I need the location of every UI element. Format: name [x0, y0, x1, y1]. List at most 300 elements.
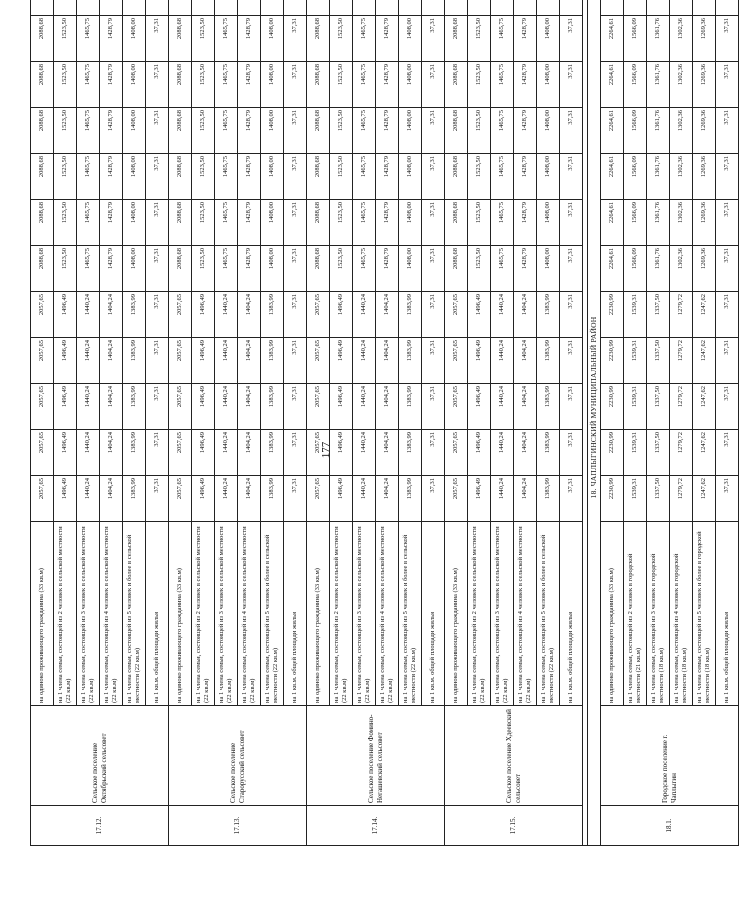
value-cell: 1408,00	[399, 16, 422, 62]
value-cell: 2230,99	[601, 430, 624, 476]
value-cell: 1408,00	[123, 16, 146, 62]
value-cell: 1465,75	[77, 108, 100, 154]
value-cell: 37,31	[284, 154, 307, 200]
value-cell: 1496,49	[330, 292, 353, 338]
value-cell: 37,31	[422, 292, 445, 338]
page-number: 177	[320, 441, 332, 459]
value-cell: 2088,68	[445, 246, 468, 292]
value-cell: 2088,68	[445, 200, 468, 246]
value-cell: 1302,36	[670, 16, 693, 62]
value-cell: 2057,65	[31, 430, 54, 476]
value-cell: 37,31	[284, 292, 307, 338]
value-cell: 1496,49	[468, 384, 491, 430]
value-cell: 1404,24	[514, 338, 537, 384]
value-cell	[169, 0, 192, 16]
category-description: на 1 члена семьи, состоящей из 4 человек в городской местности (18 кв.м)	[670, 522, 693, 706]
table-row	[445, 0, 468, 846]
value-cell: 2057,65	[169, 338, 192, 384]
value-cell	[647, 0, 670, 16]
value-cell: 1523,50	[330, 108, 353, 154]
value-cell: 1404,24	[100, 476, 123, 522]
value-cell: 1404,24	[100, 384, 123, 430]
value-cell	[716, 0, 739, 16]
category-description: на 1 кв.м. общей площади жилья	[146, 522, 169, 706]
value-cell: 1465,75	[77, 154, 100, 200]
value-cell: 2088,68	[307, 200, 330, 246]
category-description: на 1 члена семьи, состоящей из 5 человек и более в сельской местности (22 кв.м)	[261, 522, 284, 706]
value-cell: 1496,49	[330, 338, 353, 384]
value-cell: 1383,99	[123, 430, 146, 476]
value-cell: 1383,99	[537, 384, 560, 430]
value-cell	[514, 0, 537, 16]
value-cell: 37,31	[146, 292, 169, 338]
value-cell: 1496,49	[192, 292, 215, 338]
value-cell: 2088,68	[445, 154, 468, 200]
value-cell: 1523,50	[468, 200, 491, 246]
value-cell: 1361,76	[647, 16, 670, 62]
value-cell	[54, 0, 77, 16]
value-cell: 1566,09	[624, 246, 647, 292]
value-cell: 1523,50	[192, 108, 215, 154]
value-cell: 1428,79	[238, 62, 261, 108]
category-description: на 1 члена семьи, состоящей из 2 человек в сельской местности (22 кв.м)	[54, 522, 77, 706]
value-cell: 2057,65	[445, 338, 468, 384]
value-cell: 1408,00	[123, 200, 146, 246]
value-cell: 1523,50	[468, 246, 491, 292]
category-description: на 1 члена семьи, состоящей из 4 человек в сельской местности (22 кв.м)	[376, 522, 399, 706]
value-cell: 37,31	[560, 154, 583, 200]
value-cell: 1465,75	[491, 154, 514, 200]
value-cell: 37,31	[560, 430, 583, 476]
value-cell: 1408,00	[537, 154, 560, 200]
value-cell: 1440,24	[77, 476, 100, 522]
value-cell: 1428,79	[238, 246, 261, 292]
value-cell: 1404,24	[514, 384, 537, 430]
value-cell: 37,31	[146, 16, 169, 62]
value-cell: 1496,49	[330, 476, 353, 522]
value-cell: 37,31	[284, 246, 307, 292]
value-cell: 1337,50	[647, 476, 670, 522]
value-cell: 1428,79	[376, 154, 399, 200]
value-cell: 1440,24	[491, 476, 514, 522]
value-cell: 1269,36	[693, 246, 716, 292]
category-description: на 1 члена семьи, состоящей из 3 человек в сельской местности (22 кв.м)	[215, 522, 238, 706]
value-cell: 1465,75	[491, 62, 514, 108]
value-cell: 1383,99	[261, 476, 284, 522]
category-description: на 1 кв.м. общей площади жилья	[560, 522, 583, 706]
value-cell: 1337,50	[647, 384, 670, 430]
value-cell: 1337,50	[647, 338, 670, 384]
row-number: 17.15.	[445, 806, 583, 846]
value-cell: 37,31	[422, 16, 445, 62]
value-cell: 37,31	[716, 154, 739, 200]
value-cell: 37,31	[422, 338, 445, 384]
value-cell: 2088,68	[169, 200, 192, 246]
value-cell: 1539,31	[624, 430, 647, 476]
value-cell: 1496,49	[54, 384, 77, 430]
value-cell: 1279,72	[670, 430, 693, 476]
value-cell: 1247,62	[693, 430, 716, 476]
value-cell	[215, 0, 238, 16]
value-cell: 1566,09	[624, 108, 647, 154]
value-cell: 1383,99	[537, 430, 560, 476]
value-cell: 1279,72	[670, 476, 693, 522]
value-cell: 1383,99	[399, 292, 422, 338]
value-cell: 1408,00	[399, 154, 422, 200]
value-cell: 37,31	[146, 476, 169, 522]
value-cell: 2264,61	[601, 62, 624, 108]
value-cell: 37,31	[284, 108, 307, 154]
value-cell: 1408,00	[399, 246, 422, 292]
value-cell: 1428,79	[238, 154, 261, 200]
value-cell: 1302,36	[670, 108, 693, 154]
value-cell: 2057,65	[307, 430, 330, 476]
value-cell: 2057,65	[307, 476, 330, 522]
value-cell: 1496,49	[192, 430, 215, 476]
value-cell: 2088,68	[307, 108, 330, 154]
value-cell: 1440,24	[215, 292, 238, 338]
value-cell: 2264,61	[601, 200, 624, 246]
value-cell	[468, 0, 491, 16]
section-title: 18. ЧАПЛЫГИНСКИЙ МУНИЦИПАЛЬНЫЙ РАЙОН	[588, 0, 601, 846]
value-cell: 37,31	[560, 292, 583, 338]
value-cell: 1496,49	[54, 338, 77, 384]
settlement-name: Городское поселение г. Чаплыгин	[601, 706, 739, 806]
value-cell: 1428,79	[376, 246, 399, 292]
category-description: на 1 члена семьи, состоящей из 2 человек в сельской местности (22 кв.м)	[330, 522, 353, 706]
value-cell: 1269,36	[693, 154, 716, 200]
value-cell: 1440,24	[215, 476, 238, 522]
value-cell: 2088,68	[445, 108, 468, 154]
value-cell: 2088,68	[31, 154, 54, 200]
value-cell: 1523,50	[192, 16, 215, 62]
value-cell: 1428,79	[100, 16, 123, 62]
value-cell: 1408,00	[261, 16, 284, 62]
value-cell: 1440,24	[491, 292, 514, 338]
value-cell	[670, 0, 693, 16]
value-cell: 37,31	[284, 62, 307, 108]
value-cell: 2057,65	[169, 384, 192, 430]
value-cell: 2057,65	[307, 292, 330, 338]
value-cell: 1428,79	[514, 246, 537, 292]
value-cell: 1496,49	[468, 292, 491, 338]
value-cell: 37,31	[716, 476, 739, 522]
value-cell: 1279,72	[670, 384, 693, 430]
value-cell: 1496,49	[192, 384, 215, 430]
value-cell: 1465,75	[215, 246, 238, 292]
value-cell: 2264,61	[601, 16, 624, 62]
value-cell: 1408,00	[261, 200, 284, 246]
value-cell: 2088,68	[307, 154, 330, 200]
value-cell: 1408,00	[399, 108, 422, 154]
value-cell: 1428,79	[238, 16, 261, 62]
value-cell: 37,31	[560, 16, 583, 62]
category-description: на 1 члена семьи, состоящей из 5 человек и более в сельской местности (22 кв.м)	[399, 522, 422, 706]
value-cell: 2057,65	[169, 476, 192, 522]
value-cell: 1404,24	[376, 384, 399, 430]
value-cell: 37,31	[716, 246, 739, 292]
value-cell: 2088,68	[31, 246, 54, 292]
value-cell	[376, 0, 399, 16]
category-description: на 1 члена семьи, состоящей из 2 человек в городской местности (21 кв.м)	[624, 522, 647, 706]
value-cell: 1404,24	[376, 292, 399, 338]
category-description: на 1 кв.м. общей площади жилья	[422, 522, 445, 706]
settlement-name: Сельское поселение Старорусский сельсовет	[169, 706, 307, 806]
category-description: на одиноко проживающего гражданина (33 кв.м)	[31, 522, 54, 706]
value-cell: 1523,50	[330, 62, 353, 108]
value-cell: 1383,99	[399, 338, 422, 384]
value-cell: 1440,24	[77, 292, 100, 338]
value-cell: 1496,49	[192, 338, 215, 384]
value-cell: 1279,72	[670, 292, 693, 338]
value-cell: 1383,99	[399, 476, 422, 522]
value-cell: 37,31	[146, 154, 169, 200]
value-cell: 1408,00	[537, 246, 560, 292]
value-cell: 1496,49	[54, 430, 77, 476]
category-description: на 1 члена семьи, состоящей из 3 человек в сельской местности (22 кв.м)	[491, 522, 514, 706]
value-cell: 37,31	[422, 246, 445, 292]
value-cell: 37,31	[422, 200, 445, 246]
value-cell: 1269,36	[693, 200, 716, 246]
value-cell: 1465,75	[77, 200, 100, 246]
value-cell: 1383,99	[261, 430, 284, 476]
value-cell: 2057,65	[445, 476, 468, 522]
value-cell: 2057,65	[169, 292, 192, 338]
value-cell: 2088,68	[31, 16, 54, 62]
value-cell: 1404,24	[100, 292, 123, 338]
value-cell	[537, 0, 560, 16]
value-cell: 2088,68	[307, 16, 330, 62]
value-cell: 1496,49	[54, 292, 77, 338]
value-cell: 1523,50	[54, 154, 77, 200]
value-cell: 37,31	[422, 430, 445, 476]
value-cell: 2088,68	[169, 154, 192, 200]
value-cell: 1302,36	[670, 200, 693, 246]
value-cell: 2088,68	[169, 62, 192, 108]
value-cell: 2057,65	[31, 292, 54, 338]
value-cell: 37,31	[716, 292, 739, 338]
value-cell: 1428,79	[376, 16, 399, 62]
row-number: 17.14.	[307, 806, 445, 846]
value-cell: 37,31	[560, 200, 583, 246]
value-cell	[123, 0, 146, 16]
value-cell: 1383,99	[123, 384, 146, 430]
value-cell: 1496,49	[54, 476, 77, 522]
value-cell	[445, 0, 468, 16]
settlement-name: Сельское поселение Хдеевский сельсовет	[445, 706, 583, 806]
value-cell	[560, 0, 583, 16]
value-cell: 1465,75	[353, 62, 376, 108]
value-cell: 37,31	[146, 384, 169, 430]
category-description: на 1 члена семьи, состоящей из 5 человек и более в сельской местности (22 кв.м)	[537, 522, 560, 706]
value-cell: 1523,50	[54, 16, 77, 62]
category-description: на одиноко проживающего гражданина (33 кв.м)	[169, 522, 192, 706]
value-cell	[238, 0, 261, 16]
value-cell: 2264,61	[601, 108, 624, 154]
tariff-table	[30, 0, 739, 846]
value-cell: 1428,79	[100, 154, 123, 200]
value-cell: 1404,24	[514, 476, 537, 522]
value-cell: 37,31	[284, 430, 307, 476]
value-cell: 1428,79	[514, 108, 537, 154]
value-cell: 1496,49	[468, 338, 491, 384]
category-description: на одиноко проживающего гражданина (33 кв.м)	[601, 522, 624, 706]
table-body	[31, 0, 739, 846]
value-cell: 1302,36	[670, 154, 693, 200]
value-cell: 37,31	[284, 338, 307, 384]
value-cell: 1408,00	[537, 200, 560, 246]
value-cell: 37,31	[146, 108, 169, 154]
value-cell: 1337,50	[647, 430, 670, 476]
value-cell: 1523,50	[468, 108, 491, 154]
value-cell: 1383,99	[261, 338, 284, 384]
value-cell: 1523,50	[468, 16, 491, 62]
value-cell: 1523,50	[468, 62, 491, 108]
value-cell: 1465,75	[491, 246, 514, 292]
value-cell: 1440,24	[77, 338, 100, 384]
value-cell: 1465,75	[77, 246, 100, 292]
value-cell: 1408,00	[537, 16, 560, 62]
category-description: на 1 кв.м. общей площади жилья	[284, 522, 307, 706]
value-cell: 2057,65	[31, 338, 54, 384]
value-cell: 1523,50	[330, 154, 353, 200]
value-cell: 1428,79	[376, 200, 399, 246]
value-cell: 1361,76	[647, 200, 670, 246]
value-cell: 1428,79	[100, 200, 123, 246]
value-cell: 1465,75	[77, 16, 100, 62]
value-cell: 2230,99	[601, 292, 624, 338]
value-cell: 1361,76	[647, 154, 670, 200]
value-cell	[146, 0, 169, 16]
value-cell: 2057,65	[445, 430, 468, 476]
value-cell: 1496,49	[192, 476, 215, 522]
value-cell: 2088,68	[31, 200, 54, 246]
value-cell: 1440,24	[491, 430, 514, 476]
value-cell	[693, 0, 716, 16]
value-cell	[77, 0, 100, 16]
value-cell: 37,31	[716, 108, 739, 154]
value-cell: 1408,00	[537, 108, 560, 154]
value-cell: 1566,09	[624, 62, 647, 108]
value-cell: 1247,62	[693, 338, 716, 384]
value-cell: 2057,65	[445, 292, 468, 338]
value-cell: 1404,24	[376, 476, 399, 522]
value-cell: 1440,24	[77, 384, 100, 430]
value-cell: 2057,65	[445, 384, 468, 430]
value-cell: 1302,36	[670, 246, 693, 292]
value-cell: 1566,09	[624, 200, 647, 246]
value-cell: 1496,49	[468, 476, 491, 522]
value-cell: 1566,09	[624, 154, 647, 200]
value-cell: 1523,50	[192, 154, 215, 200]
value-cell	[192, 0, 215, 16]
value-cell: 37,31	[560, 246, 583, 292]
value-cell: 2057,65	[307, 384, 330, 430]
value-cell: 1428,79	[100, 108, 123, 154]
value-cell: 1428,79	[514, 16, 537, 62]
value-cell: 1440,24	[353, 292, 376, 338]
settlement-name: Сельское поселение Октябрьский сельсовет	[31, 706, 169, 806]
value-cell: 1539,31	[624, 384, 647, 430]
value-cell: 1523,50	[54, 200, 77, 246]
value-cell: 1465,75	[215, 16, 238, 62]
value-cell: 1383,99	[537, 292, 560, 338]
value-cell: 1408,00	[537, 62, 560, 108]
value-cell: 1404,24	[100, 338, 123, 384]
table-row	[601, 0, 624, 846]
value-cell	[31, 0, 54, 16]
value-cell: 1465,75	[491, 200, 514, 246]
section-row	[588, 0, 601, 846]
value-cell: 2088,68	[307, 246, 330, 292]
value-cell: 1269,36	[693, 16, 716, 62]
row-number: 17.12.	[31, 806, 169, 846]
category-description: на 1 члена семьи, состоящей из 4 человек в сельской местности (22 кв.м)	[514, 522, 537, 706]
value-cell: 1496,49	[468, 430, 491, 476]
value-cell: 1408,00	[261, 154, 284, 200]
value-cell: 1428,79	[514, 154, 537, 200]
table-row	[31, 0, 54, 846]
value-cell: 1404,24	[376, 430, 399, 476]
value-cell: 1539,31	[624, 338, 647, 384]
value-cell: 1404,24	[100, 430, 123, 476]
value-cell: 1440,24	[215, 384, 238, 430]
value-cell: 1523,50	[192, 246, 215, 292]
value-cell: 1440,24	[215, 338, 238, 384]
category-description: на 1 члена семьи, состоящей из 2 человек в сельской местности (22 кв.м)	[468, 522, 491, 706]
value-cell: 1428,79	[238, 108, 261, 154]
value-cell: 37,31	[422, 476, 445, 522]
value-cell: 1465,75	[215, 62, 238, 108]
value-cell: 1428,79	[514, 62, 537, 108]
value-cell: 1408,00	[123, 62, 146, 108]
value-cell: 1440,24	[353, 384, 376, 430]
value-cell: 1337,50	[647, 292, 670, 338]
category-description: на 1 члена семьи, состоящей из 3 человек в сельской местности (22 кв.м)	[77, 522, 100, 706]
value-cell: 1404,24	[238, 384, 261, 430]
value-cell: 1404,24	[238, 338, 261, 384]
value-cell: 2230,99	[601, 338, 624, 384]
value-cell: 1465,75	[353, 108, 376, 154]
value-cell: 2088,68	[31, 108, 54, 154]
category-description: на 1 члена семьи, состоящей из 5 человек и более в сельской местности (22 кв.м)	[123, 522, 146, 706]
value-cell: 1440,24	[353, 430, 376, 476]
value-cell: 1523,50	[192, 62, 215, 108]
value-cell: 37,31	[146, 246, 169, 292]
value-cell	[261, 0, 284, 16]
value-cell: 37,31	[284, 476, 307, 522]
value-cell: 1408,00	[261, 246, 284, 292]
value-cell: 37,31	[716, 62, 739, 108]
value-cell: 1523,50	[330, 200, 353, 246]
category-description: на 1 кв.м. общей площади жилья	[716, 522, 739, 706]
value-cell: 37,31	[716, 384, 739, 430]
value-cell: 1279,72	[670, 338, 693, 384]
value-cell	[491, 0, 514, 16]
value-cell	[100, 0, 123, 16]
value-cell: 37,31	[560, 384, 583, 430]
value-cell: 1404,24	[238, 476, 261, 522]
category-description: на одиноко проживающего гражданина (33 кв.м)	[445, 522, 468, 706]
value-cell: 1496,49	[330, 384, 353, 430]
value-cell: 1465,75	[77, 62, 100, 108]
value-cell: 1428,79	[514, 200, 537, 246]
value-cell	[601, 0, 624, 16]
value-cell: 2057,65	[169, 430, 192, 476]
value-cell: 37,31	[422, 154, 445, 200]
value-cell: 1523,50	[468, 154, 491, 200]
value-cell	[330, 0, 353, 16]
